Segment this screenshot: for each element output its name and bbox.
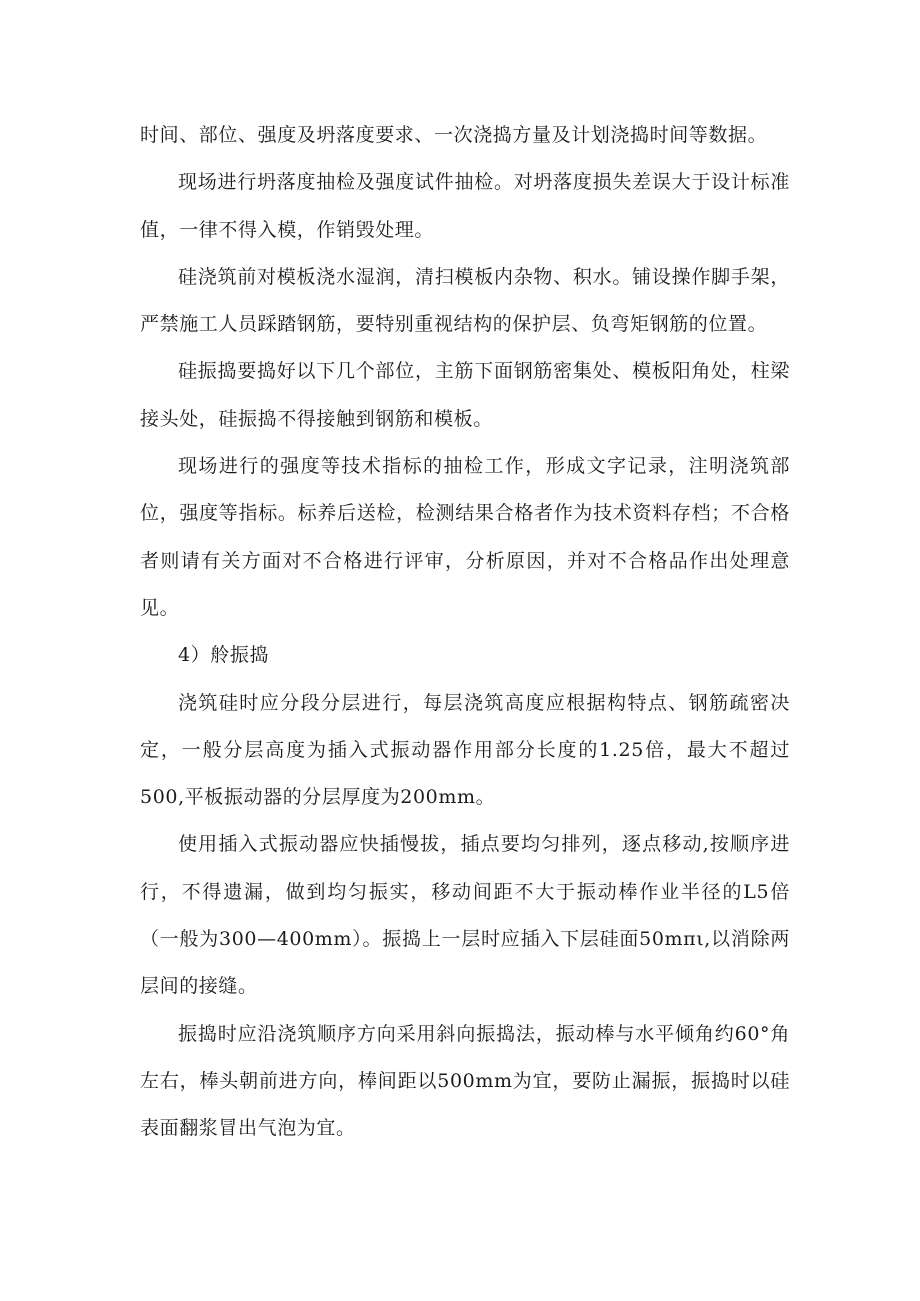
section-heading: 4）舲振捣 bbox=[178, 644, 270, 667]
paragraph-8: 振捣时应沿浇筑顺序方向采用斜向振捣法，振动棒与水平倾角约60°角左右，棒头朝前进方向，棒间距以500mm为宜，要防止漏振，振捣时以硅表面翻浆冒出气泡为宜。 bbox=[140, 1022, 790, 1140]
paragraph-5: 现场进行的强度等技术指标的抽检工作，形成文字记录，注明浇筑部位，强度等指标。标养后送检，检测结果合格者作为技术资料存档；不合格者则请有关方面对不合格进行评审，分析原因，并对不合格品作出处理意见。 bbox=[140, 455, 790, 619]
document-body bbox=[140, 112, 790, 1153]
paragraph-4: 硅振捣要捣好以下几个部位，主筋下面钢筋密集处、模板阳角处，柱梁接头处，硅振捣不得接触到钢筋和模板。 bbox=[140, 360, 790, 430]
paragraph-7: 使用插入式振动器应快插慢拔，插点要均匀排列，逐点移动,按顺序进行，不得遗漏，做到均匀振实，移动间距不大于振动棒作业半径的L5倍（一般为300—400mm）。振捣上一层时应插入下层硅面50mπι,以消除两层间的接缝。 bbox=[140, 833, 790, 998]
paragraph-3: 硅浇筑前对模板浇水湿润，清扫模板内杂物、积水。铺设操作脚手架，严禁施工人员踩踏钢筋，要特别重视结构的保护层、负弯矩钢筋的位置。 bbox=[140, 265, 790, 336]
paragraph-2: 现场进行坍落度抽检及强度试件抽检。对坍落度损失差误大于设计标准值，一律不得入模，作销毁处理。 bbox=[140, 171, 790, 241]
paragraph-6: 浇筑硅时应分段分层进行，每层浇筑高度应根据构特点、钢筋疏密决定，一般分层高度为插入式振动器作用部分长度的1.25倍，最大不超过500,平板振动器的分层厚度为200mm。 bbox=[140, 691, 790, 809]
paragraph-1: 时间、部位、强度及坍落度要求、一次浇捣方量及计划浇捣时间等数据。 bbox=[140, 124, 768, 146]
